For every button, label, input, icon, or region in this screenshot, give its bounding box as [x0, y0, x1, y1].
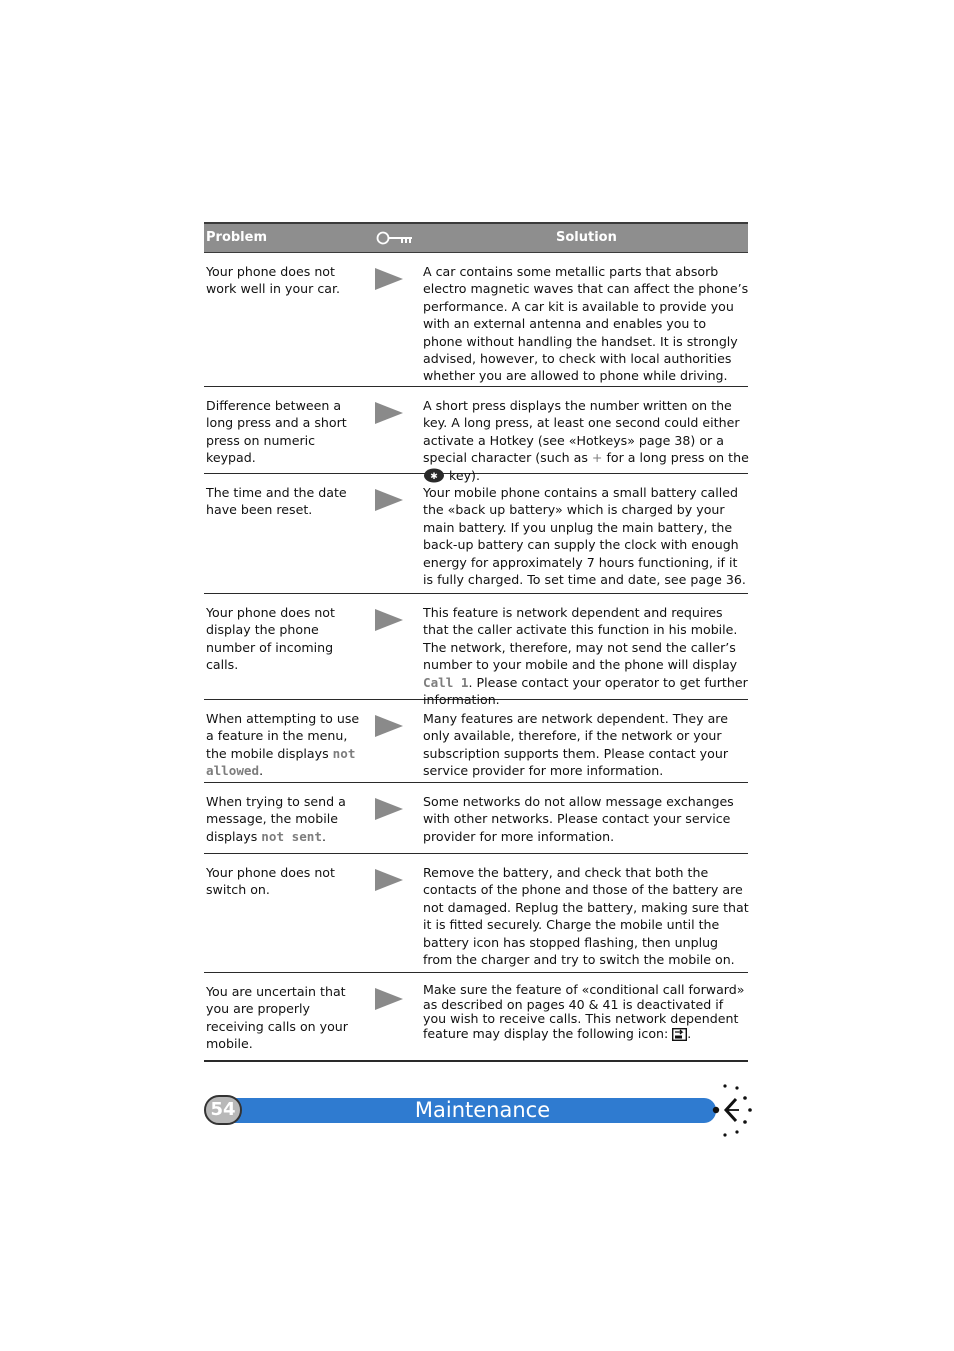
display-message: not allowed — [206, 745, 356, 779]
problem-text: Your phone does not work well in your car. — [206, 264, 340, 297]
header-problem: Problem — [206, 230, 267, 245]
svg-text:✱: ✱ — [430, 471, 438, 482]
table-row — [204, 594, 748, 708]
table-row — [204, 253, 748, 387]
solution-text: Many features are network dependent. They are only available, therefore, if the network or your subscription supports them. Please contact your service provider for more information. — [423, 711, 728, 779]
display-message: Call 1 — [423, 674, 469, 690]
call-forward-icon — [672, 1028, 687, 1041]
arrow-right-icon — [374, 987, 404, 1011]
problem-text: Your phone does not display the phone number of incoming calls. — [206, 605, 335, 673]
problem-text: Your phone does not switch on. — [206, 865, 335, 898]
arrow-right-icon — [374, 401, 404, 425]
header-solution: Solution — [556, 230, 617, 245]
problem-text: You are uncertain that you are properly receiving calls on your mobile. — [206, 984, 348, 1052]
page-number: 54 — [204, 1095, 242, 1125]
solution-text: Some networks do not allow message exchanges with other networks. Please contact your service provider for more information. — [423, 794, 734, 844]
table-row — [204, 471, 748, 594]
arrow-right-icon — [374, 714, 404, 738]
solution-text: A short press displays the number written on the key. A long press, at least one second could either activate a Hotkey (see «Hotkeys» page 38) or a special character (such as + for a long press on the ✱ key). — [423, 398, 749, 483]
table-row — [204, 387, 749, 483]
table-row — [204, 700, 748, 783]
plus-symbol: + — [591, 450, 603, 466]
problem-text: When attempting to use a feature in the menu, the mobile displays not allowed. — [206, 711, 360, 779]
arrow-right-icon — [374, 797, 404, 821]
solution-text: Your mobile phone contains a small battery called the «back up battery» which is charged by your main battery. If you unplug the main battery, the back-up battery can supply the clock with enough energy for approximately 7 hours functioning, if it is fully charged. To set time and date, see page 36. — [423, 485, 746, 588]
display-message: not sent — [261, 828, 322, 844]
solution-text: Remove the battery, and check that both the contacts of the phone and those of the battery are not damaged. Replug the battery, making sure that it is fitted securely. Charge the mobile until the battery icon has stopped flashing, then unplug from the charger and try to switch the mobile on. — [423, 865, 749, 968]
troubleshooting-table — [204, 222, 748, 1062]
table-header — [204, 222, 748, 253]
table-row — [204, 973, 748, 1062]
problem-text: Difference between a long press and a short press on numeric keypad. — [206, 398, 347, 466]
section-title: Maintenance — [414, 1098, 551, 1122]
arrow-right-icon — [374, 488, 404, 512]
sparkle-logo-icon — [712, 1082, 756, 1140]
problem-text: When trying to send a message, the mobile displays not sent. — [206, 794, 346, 844]
key-icon — [376, 230, 414, 246]
arrow-right-icon — [374, 608, 404, 632]
arrow-right-icon — [374, 267, 404, 291]
problem-text: The time and the date have been reset. — [206, 485, 347, 518]
solution-text: Make sure the feature of «conditional call forward» as described on pages 40 & 41 is deactivated if you wish to receive calls. This network dependent feature may display the following icon: . — [423, 982, 745, 1041]
solution-text: This feature is network dependent and requires that the caller activate this function in his mobile. The network, therefore, may not send the caller’s number to your mobile and the phone will display Call 1. Please contact your operator to get further information. — [423, 605, 748, 708]
table-row — [204, 854, 748, 973]
arrow-right-icon — [374, 868, 404, 892]
table-row — [204, 783, 748, 854]
solution-text: A car contains some metallic parts that absorb electro magnetic waves that can affect the phone’s performance. A car kit is available to provide you with an external antenna and enables you to phone without handling the handset. It is strongly advised, however, to check with local authorities whether you are allowed to phone while driving. — [423, 264, 749, 384]
